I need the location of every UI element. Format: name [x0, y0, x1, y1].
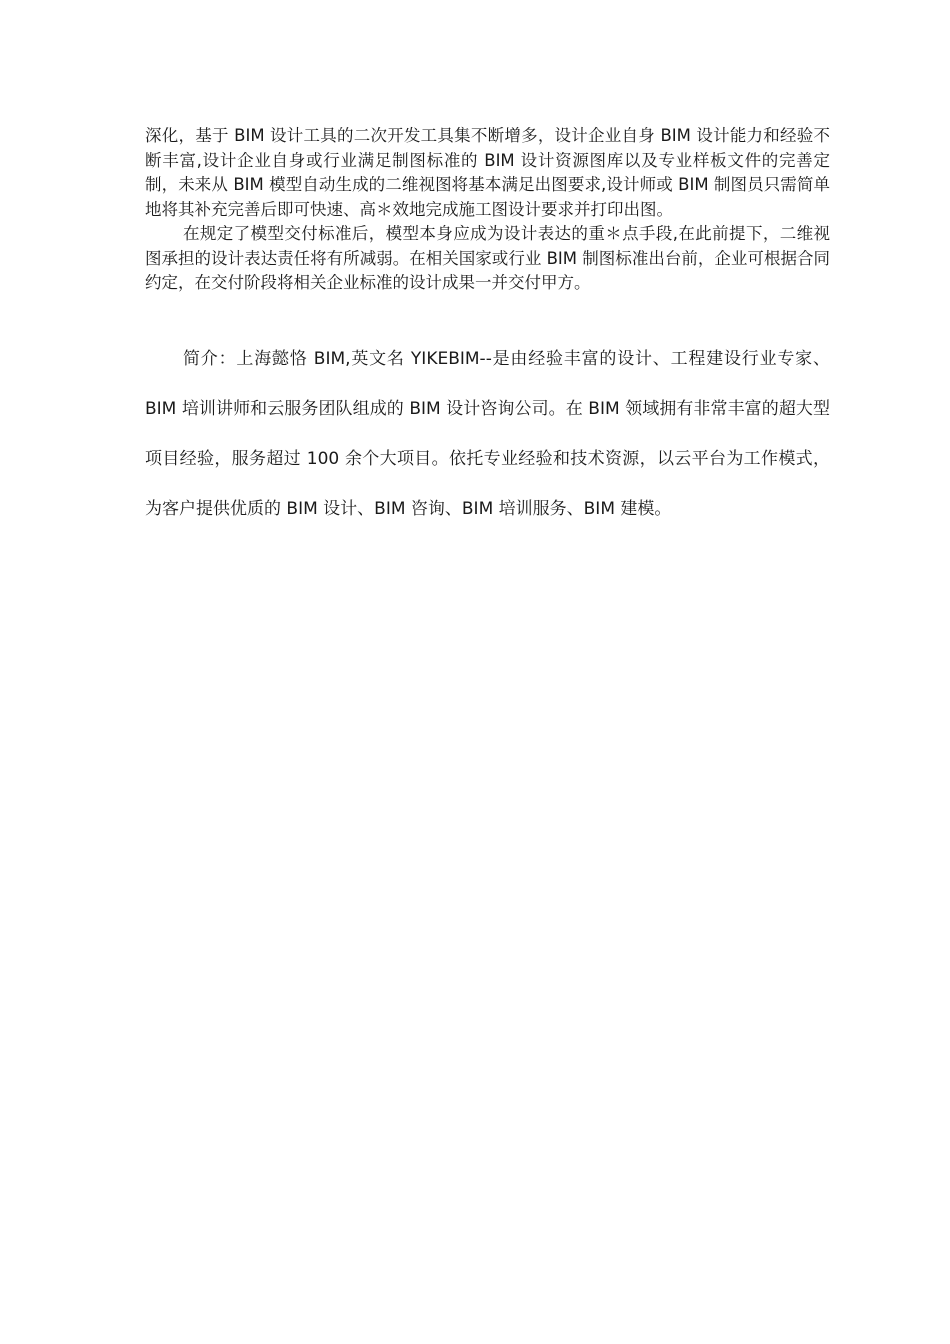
body-paragraph-1: 深化，基于 BIM 设计工具的二次开发工具集不断增多，设计企业自身 BIM 设计能力和经验不断丰富,设计企业自身或行业满足制图标准的 BIM 设计资源图库以及专业样板文件的完善定制，未来从 BIM 模型自动生成的二维视图将基本满足出图要求,设计师或 BIM 制图员只需简单地将其补充完善后即可快速、高＊效地完成施工图设计要求并打印出图。	[145, 126, 830, 219]
company-intro-paragraph: 简介：上海懿恪 BIM,英文名 YIKEBIM--是由经验丰富的设计、工程建设行业专家、BIM 培训讲师和云服务团队组成的 BIM 设计咨询公司。在 BIM 领域拥有非常丰富的超大型项目经验，服务超过 100 余个大项目。依托专业经验和技术资源，以云平台为工作模式，为客户提供优质的 BIM 设计、BIM 咨询、BIM 培训服务、BIM 建模。	[145, 348, 830, 519]
body-paragraph-2: 在规定了模型交付标准后，模型本身应成为设计表达的重＊点手段,在此前提下，二维视图承担的设计表达责任将有所减弱。在相关国家或行业 BIM 制图标准出台前，企业可根据合同约定，在交付阶段将相关企业标准的设计成果一并交付甲方。	[145, 224, 830, 292]
document-body	[145, 124, 830, 534]
